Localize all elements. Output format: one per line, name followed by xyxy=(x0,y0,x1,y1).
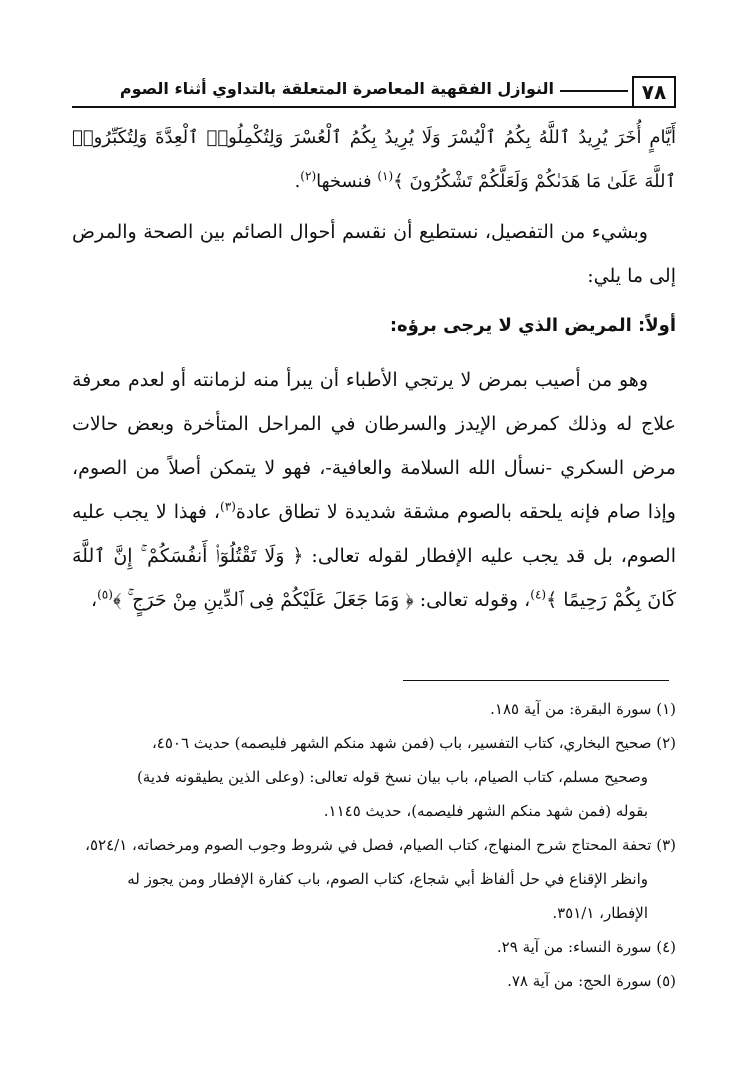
section-heading: أولاً: المريض الذي لا يرجى برؤه: xyxy=(389,315,676,336)
header-rule xyxy=(72,106,676,108)
footnote-2-line-2: وصحيح مسلم، كتاب الصيام، باب بيان نسخ قوله تعالى: (وعلى الذين يطيقونه فدية) xyxy=(136,768,648,786)
paragraph-1: وبشيء من التفصيل، نستطيع أن نقسم أحوال الصائم بين الصحة والمرض إلى ما يلي: xyxy=(72,221,676,287)
footnote-ref-3: (٣) xyxy=(220,499,236,514)
running-title: النوازل الفقهية المعاصرة المتعلقة بالتداوي أثناء الصوم xyxy=(119,79,554,98)
footnote-ref-5: (٥) xyxy=(97,587,113,602)
quran-tail-end: . xyxy=(294,171,301,192)
footnote-ref-4: (٤) xyxy=(530,587,547,602)
running-header xyxy=(72,76,676,108)
footnote-ref-2: (٢) xyxy=(300,169,317,183)
footnote-1: (١) سورة البقرة: من آية ١٨٥. xyxy=(490,700,676,718)
paragraph-2-part-d: ، xyxy=(90,589,98,611)
footnote-2-line-1: (٢) صحيح البخاري، كتاب التفسير، باب (فمن شهد منكم الشهر فليصمه) حديث ٤٥٠٦، xyxy=(151,734,676,752)
footnote-ref-1: (١) xyxy=(377,169,394,183)
paragraph-2-part-a: وهو من أصيب بمرض لا يرتجي الأطباء أن يبرأ منه لزمانته أو لعدم معرفة علاج له وذلك كمرض الإيدز والسرطان في المراحل المتأخرة وبعض حالات مرض السكري -نسأل الله السلامة والعافية-، فهو لا يتمكن أصلاً من الصوم، وإذا صام فإنه يلحقه بالصوم مشقة شديدة لا تطاق عادة xyxy=(72,369,676,523)
quran-line-2: عَلَىٰ مَا هَدَىٰكُمْ وَلَعَلَّكُمْ تَشْكُرُونَ ﴾ xyxy=(393,171,639,192)
footnotes xyxy=(72,692,676,998)
paragraph-2-part-c: ، وقوله تعالى: ﴿ وَمَا جَعَلَ عَلَيْكُمْ فِى ٱلدِّينِ مِنْ حَرَجٍ ۚ ﴾ xyxy=(112,589,531,611)
footnote-3-line-3: الإفطار، ٣٥١/١. xyxy=(552,904,648,922)
footnote-4: (٤) سورة النساء: من آية ٢٩. xyxy=(496,938,676,956)
footnote-3-line-1: (٣) تحفة المحتاج شرح المنهاج، كتاب الصيام، فصل في شروط وجوب الصوم ومرخصاته، ٥٢٤/١، xyxy=(85,836,676,854)
footnote-5: (٥) سورة الحج: من آية ٧٨. xyxy=(507,972,676,990)
footnote-separator xyxy=(403,680,669,681)
paragraph-2-part-b: ، فهذا لا يجب عليه الصوم، بل قد يجب عليه الإفطار لقوله تعالى: ﴿ وَلَا تَقْتُلُوٓا۟ أَنفُسَكُمْ ۚ إِنَّ ٱللَّهَ كَانَ بِكُمْ رَحِيمًا ﴾ xyxy=(72,501,676,611)
footnote-3-line-2: وانظر الإقناع في حل ألفاظ أبي شجاع، كتاب الصوم، باب كفارة الإفطار ومن يجوز له xyxy=(127,870,648,888)
footnote-2-line-3: بقوله (فمن شهد منكم الشهر فليصمه)، حديث ١١٤٥. xyxy=(323,802,648,820)
main-text xyxy=(72,116,676,628)
quran-tail: فنسخها xyxy=(316,171,378,192)
quran-verse-continuation xyxy=(72,116,676,204)
page-number: ٧٨ xyxy=(632,76,676,108)
header-dash-rule xyxy=(560,90,628,92)
quran-line-1: أَيَّامٍ أُخَرَ يُرِيدُ ٱللَّهُ بِكُمُ ٱلْيُسْرَ وَلَا يُرِيدُ بِكُمُ ٱلْعُسْرَ وَلِتُكْمِلُوا۟ ٱلْعِدَّةَ وَلِتُكَبِّرُوا۟ ٱللَّهَ xyxy=(72,127,676,192)
paragraph-2 xyxy=(72,358,676,622)
